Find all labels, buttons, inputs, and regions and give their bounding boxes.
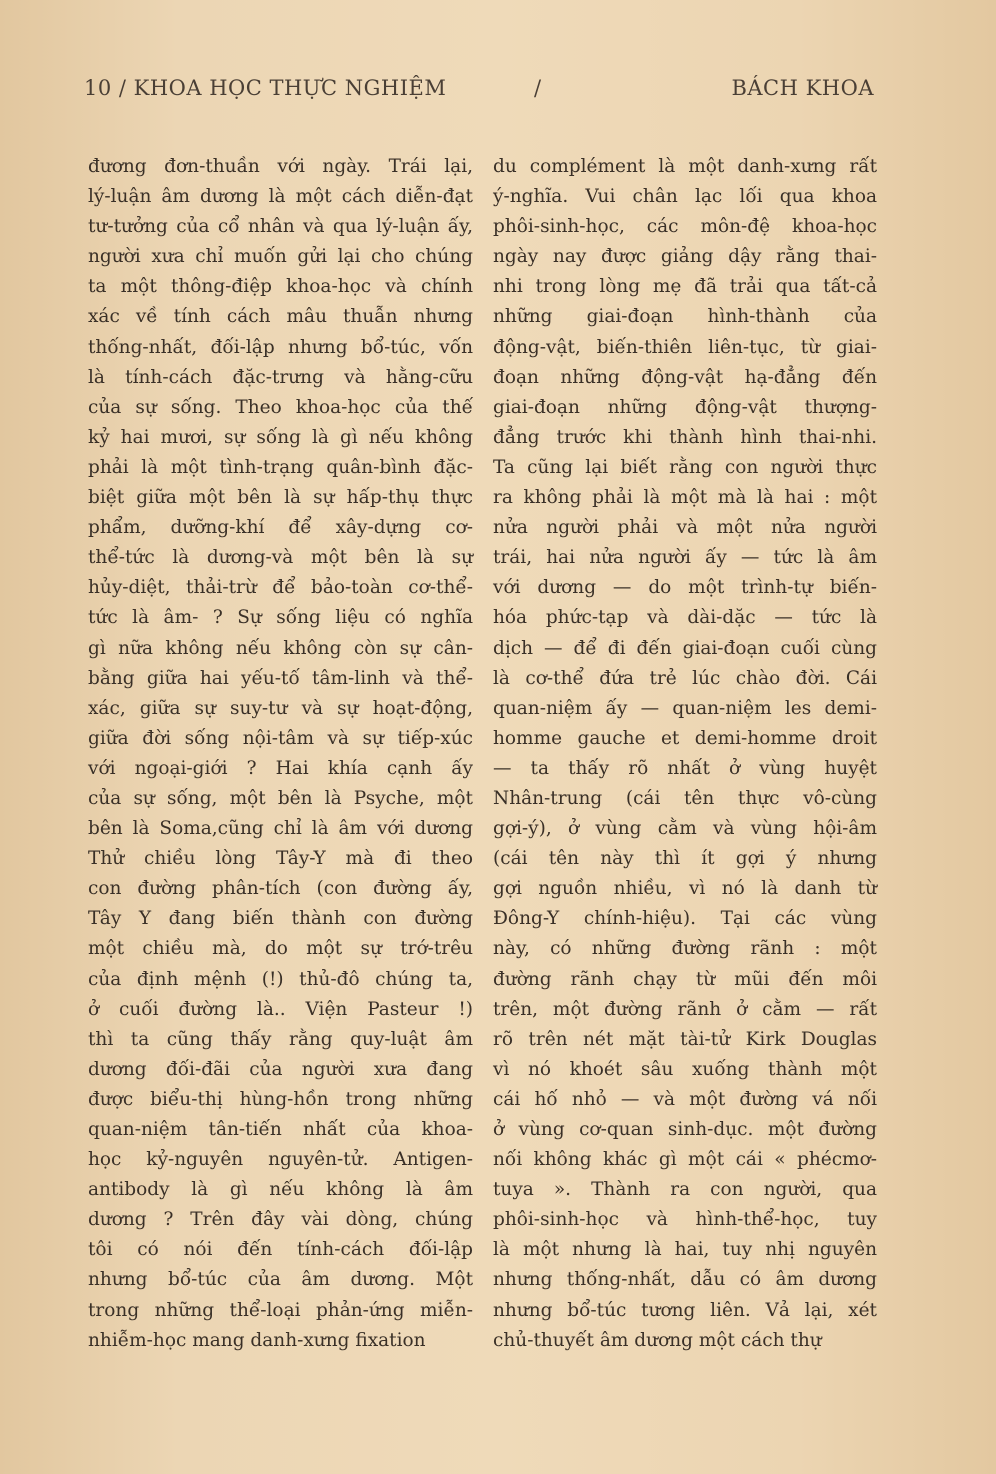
text-line: đẳng trước khi thành hình thai-nhi. [493,426,877,448]
text-line: tôi có nói đến tính-cách đối-lập [88,1239,473,1261]
text-line: người xưa chỉ muốn gửi lại cho chúng [88,246,473,268]
text-line: động-vật, biến-thiên liên-tục, từ giai- [493,336,877,358]
header-left-title: 10 / KHOA HỌC THỰC NGHIỆM [84,76,447,100]
text-line: cái hố nhỏ — và một đường vá nối [493,1088,877,1110]
header-right-title: BÁCH KHOA [731,76,874,100]
header-separator: / [534,76,542,100]
text-line: homme gauche et demi-homme droit [493,727,877,749]
running-header [84,76,874,110]
text-line: nối không khác gì một cái « phécmơ- [493,1149,877,1171]
text-line: kỷ hai mươi, sự sống là gì nếu không [88,426,473,448]
text-line: nhi trong lòng mẹ đã trải qua tất-cả [493,276,877,298]
text-line: phẩm, dưỡng-khí để xây-dựng cơ- [88,517,473,539]
text-line: chủ-thuyết âm dương một cách thự [493,1329,822,1351]
text-line: trên, một đường rãnh ở cằm — rất [493,998,877,1020]
text-line: tuya ». Thành ra con người, qua [493,1179,877,1201]
text-line: du complément là một danh-xưng rất [493,156,877,177]
text-line: xác về tính cách mâu thuẫn nhưng [88,306,473,328]
text-line: (cái tên này thì ít gợi ý nhưng [493,848,877,870]
text-line: của định mệnh (!) thủ-đô chúng ta, [88,968,473,990]
text-line: hóa phức-tạp và dài-dặc — tức là [493,607,877,629]
text-line: rõ trên nét mặt tài-tử Kirk Douglas [493,1028,877,1050]
text-line: biệt giữa một bên là sự hấp-thụ thực [88,487,473,509]
text-line: — ta thấy rõ nhất ở vùng huyệt [493,757,877,779]
text-line: con đường phân-tích (con đường ấy, [88,878,473,900]
text-line: bằng giữa hai yếu-tố tâm-linh và thể- [88,667,473,689]
text-line: dương đối-đãi của người xưa đang [88,1058,473,1080]
text-line: tức là âm- ? Sự sống liệu có nghĩa [88,607,473,629]
text-line: antibody là gì nếu không là âm [88,1179,473,1201]
text-line: Đông-Y chính-hiệu). Tại các vùng [493,908,877,930]
text-line: được biểu-thị hùng-hồn trong những [88,1088,473,1110]
text-line: tư-tưởng của cổ nhân và qua lý-luận ấy, [88,216,473,238]
text-line: với ngoại-giới ? Hai khía cạnh ấy [88,757,473,779]
text-line: giai-đoạn những động-vật thượng- [493,396,877,418]
text-line: nhưng bổ-túc của âm dương. Một [88,1269,473,1291]
text-line: bên là Soma,cũng chỉ là âm với dương [88,818,473,840]
text-line: dịch — để đi đến giai-đoạn cuối cùng [493,637,877,659]
text-line: Ta cũng lại biết rằng con người thực [493,456,877,478]
text-line: xác, giữa sự suy-tư và sự hoạt-động, [88,697,473,719]
text-line: vì nó khoét sâu xuống thành một [493,1058,877,1080]
text-line: Thử chiều lòng Tây-Y mà đi theo [88,848,473,870]
text-line: Tây Y đang biến thành con đường [88,908,473,930]
text-line: lý-luận âm dương là một cách diễn-đạt [88,186,473,208]
text-line: quan-niệm ấy — quan-niệm les demi- [493,697,877,719]
text-line: là cơ-thể đứa trẻ lúc chào đời. Cái [493,667,877,689]
text-line: đường rãnh chạy từ mũi đến môi [493,968,877,990]
text-line: hủy-diệt, thải-trừ để bảo-toàn cơ-thể- [88,577,473,599]
text-line: với dương — do một trình-tự biến- [493,577,877,599]
text-line: của sự sống. Theo khoa-học của thế [88,396,473,418]
text-line: học kỷ-nguyên nguyên-tử. Antigen- [88,1149,473,1171]
text-line: trong những thể-loại phản-ứng miễn- [88,1299,473,1321]
text-line: ở vùng cơ-quan sinh-dục. một đường [493,1119,877,1140]
text-line: gì nữa không nếu không còn sự cân- [88,637,473,659]
text-line: ra không phải là một mà là hai : một [493,487,877,509]
text-line: nửa người phải và một nửa người [493,517,877,539]
text-line: một chiều mà, do một sự trớ-trêu [88,938,473,960]
text-line: ngày nay được giảng dậy rằng thai- [493,246,877,268]
text-line: này, có những đường rãnh : một [493,938,877,960]
text-line: phải là một tình-trạng quân-bình đặc- [88,456,473,478]
text-line: thể-tức là dương-và một bên là sự [88,547,473,569]
text-line: của sự sống, một bên là Psyche, một [88,787,473,809]
text-line: trái, hai nửa người ấy — tức là âm [493,547,877,569]
text-line: thì ta cũng thấy rằng quy-luật âm [88,1028,473,1050]
text-line: đoạn những động-vật hạ-đẳng đến [493,366,877,388]
text-line: nhiễm-học mang danh-xưng fixation [88,1329,426,1351]
text-line: đương đơn-thuần với ngày. Trái lại, [88,156,473,177]
text-line: phôi-sinh-học, các môn-đệ khoa-học [493,216,877,238]
text-line: giữa đời sống nội-tâm và sự tiếp-xúc [88,727,473,749]
text-line: gợi nguồn nhiều, vì nó là danh từ [493,878,877,900]
text-line: ý-nghĩa. Vui chân lạc lối qua khoa [493,186,877,208]
text-line: những giai-đoạn hình-thành của [493,306,877,328]
text-line: thống-nhất, đối-lập nhưng bổ-túc, vốn [88,336,473,358]
text-line: ta một thông-điệp khoa-học và chính [88,276,473,298]
text-line: Nhân-trung (cái tên thực vô-cùng [493,787,877,809]
text-line: ở cuối đường là.. Viện Pasteur !) [88,998,473,1020]
text-line: nhưng bổ-túc tương liên. Vả lại, xét [493,1299,877,1321]
text-line: quan-niệm tân-tiến nhất của khoa- [88,1119,473,1140]
text-line: gợi-ý), ở vùng cằm và vùng hội-âm [493,818,877,840]
text-line: phôi-sinh-học và hình-thể-học, tuy [493,1209,877,1231]
text-column-right [493,152,877,1356]
text-line: là tính-cách đặc-trưng và hằng-cữu [88,366,473,388]
text-line: là một nhưng là hai, tuy nhị nguyên [493,1239,877,1261]
text-column-left [88,152,473,1356]
text-line: dương ? Trên đây vài dòng, chúng [88,1209,473,1231]
text-line: nhưng thống-nhất, dẫu có âm dương [493,1269,877,1291]
